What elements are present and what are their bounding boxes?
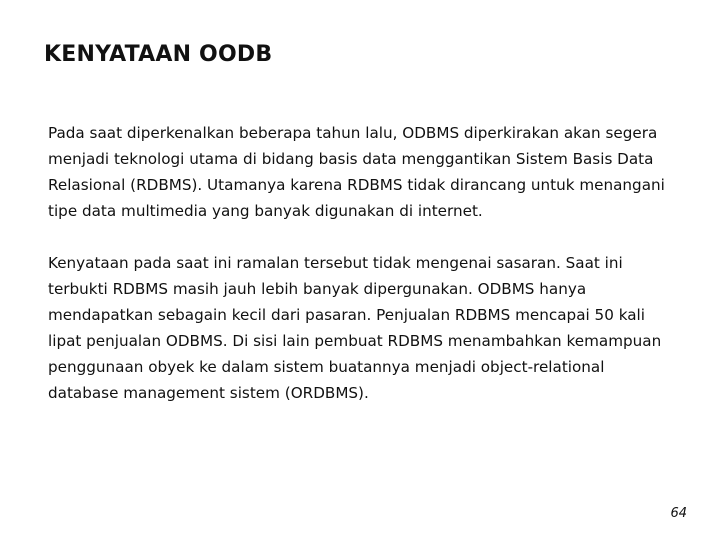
paragraph-1: Pada saat diperkenalkan beberapa tahun lalu, ODBMS diperkirakan akan segera menjadi teknologi utama di bidang basis data menggantikan Sistem Basis Data Relasional (RDBMS). Utamanya karena RDBMS tidak dirancang untuk menangani tipe data multimedia yang banyak digunakan di internet. xyxy=(48,124,665,220)
page-number: 64 xyxy=(670,506,687,521)
paragraph-2: Kenyataan pada saat ini ramalan tersebut tidak mengenai sasaran. Saat ini terbukti RDBMS masih jauh lebih banyak dipergunakan. ODBMS hanya mendapatkan sebagain kecil dari pasaran. Penjualan RDBMS mencapai 50 kali lipat penjualan ODBMS. Di sisi lain pembuat RDBMS menambahkan kemampuan penggunaan obyek ke dalam sistem buatannya menjadi object-relational database management sistem (ORDBMS). xyxy=(48,254,662,402)
slide-title: KENYATAAN OODB xyxy=(44,42,273,67)
slide-body xyxy=(48,120,668,406)
